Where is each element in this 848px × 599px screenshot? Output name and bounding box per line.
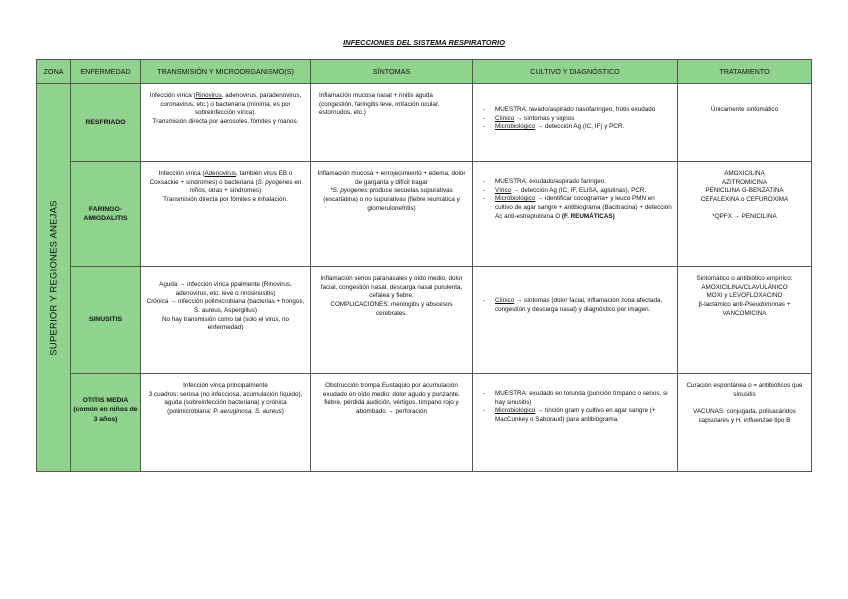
symptoms-cell: Inflamación mucosa + enrojecimiento + edema, dolor de garganta y difícil tragar *S. pyogenes produce secuelas supurativas (escarlatina) o no supurativas (fiebre reumática y glomerulonefritis) <box>311 162 473 267</box>
header-cultivo: CULTIVO Y DIAGNÓSTICO <box>473 60 678 84</box>
symptoms-cell: Obstrucción trompa Eustaquio por acumulación exudado en oído medio: dolor agudo y punzante, fiebre, pérdida audición, vértigos, tímpano rojo y abombado → perforación <box>311 374 473 472</box>
zone-cell <box>37 84 71 472</box>
diagnosis-list <box>481 178 673 221</box>
list-item: - MUESTRA: exudado en torunda (punción tímpano o senos, si hay sinusitis) <box>495 390 673 407</box>
disease-name: SINUSITIS <box>88 316 123 324</box>
header-sintomas: SÍNTOMAS <box>311 60 473 84</box>
disease-cell <box>71 84 141 162</box>
header-row <box>37 60 812 84</box>
header-transmision: TRANSMISIÓN Y MICROORGANISMO(S) <box>141 60 311 84</box>
transmission-cell: Infección vírica (Adenovirus, también virus EB o Coxsackie + síndromes) o bacteriana (S. pyogenes en niños, otras + síndromes) Transmisión directa por fómites e inhalación. <box>141 162 311 267</box>
table-row <box>37 267 812 374</box>
symptoms-cell: Inflamación mucosa nasal + rinitis aguda (congestión, faringitis leve, irritación ocular, estornudos, etc.) <box>311 84 473 162</box>
transmission-cell: Infección vírica principalmente 3 cuadros: serosa (no infecciosa, acumulación líquido), aguda (sobreinfección bacteriana) y crónica (polimicrobiana: P. aeruginosa, S. aureus) <box>141 374 311 472</box>
disease-cell <box>71 374 141 472</box>
header-enfermedad: ENFERMEDAD <box>71 60 141 84</box>
disease-name: FARINGO-AMIGDALITIS <box>83 205 128 222</box>
zone-label: SUPERIOR Y REGIONES ANEJAS <box>47 199 59 356</box>
treatment-cell: Únicamente sintomático <box>678 84 812 162</box>
diagnosis-cell <box>473 162 678 267</box>
list-item: - MUESTRA: exudado/aspirado faríngeo. <box>495 178 673 187</box>
list-item: - Microbiológico → tinción gram y cultivo en agar sangre (+ MacConkey o Saboraud) para antibiograma. <box>495 407 673 424</box>
treatment-cell: Sintomático o antibiótico empírico: AMOXICILINA/CLAVULÁNICO MOXI y LEVOFLOXACINO β-lactámico anti-Pseudomonas + VANCOMICINA <box>678 267 812 374</box>
header-zona: ZONA <box>37 60 71 84</box>
list-item: - Microbiológico → detección Ag (IC, IF) y PCR. <box>495 123 673 132</box>
table-row <box>37 374 812 472</box>
transmission-cell: Aguda → infección vírica ppalmente (Rinovirus, adenovirus, etc. leve o rinosinusitis) Crónica → infección polimicrobiana (bacterias + hongos, S. aureus, Aspergillus) No hay transmisión como tal (solo el virus, no enfermedad) <box>141 267 311 374</box>
diagnosis-list <box>481 106 673 132</box>
infections-table <box>36 59 812 472</box>
symptoms-cell: Inflamación senos paranasales y oído medio, dolor facial, congestión nasal, descarga nasal purulenta, cefalea y fiebre. COMPLICACIONES: meningitis y abscesos cerebrales. <box>311 267 473 374</box>
diagnosis-cell <box>473 84 678 162</box>
diagnosis-cell <box>473 374 678 472</box>
disease-name: RESFRIADO <box>85 118 126 126</box>
diagnosis-cell <box>473 267 678 374</box>
document-title: INFECCIONES DEL SISTEMA RESPIRATORIO <box>343 38 505 47</box>
list-item: - Clínico → síntomas (dolor facial, inflamación zona afectada, congestión y descarga nasal) y diagnóstico por imagen. <box>495 297 673 314</box>
disease-cell <box>71 162 141 267</box>
list-item: - Microbiológico → identificar cocograma+ y leuco PMN en cultivo de agar sangre + antibiograma (Bacitracina) + detección Ac anti-estreptolisina O (F. REUMÁTICAS) <box>495 195 673 221</box>
list-item: - Clínico → síntomas y signos <box>495 115 673 124</box>
table-row <box>37 162 812 267</box>
transmission-cell: Infección vírica (Rinovirus, adenovirus, paradenovirus, coronavirus, etc.) o bacteriana (mínima, es por sobreinfección vírica). Transmisión directa por aerosoles, fómites y manos. <box>141 84 311 162</box>
diagnosis-list <box>481 297 673 314</box>
table-row <box>37 84 812 162</box>
disease-name: OTITIS MEDIA <box>82 397 129 404</box>
disease-subtitle: (común en niños de 3 años) <box>73 406 138 423</box>
diagnosis-list <box>481 390 673 425</box>
disease-cell <box>71 267 141 374</box>
treatment-cell: AMOXICILINA AZITROMICINA PENICILINA G-BENZATINA CEFALEXINA o CEFUROXIMA *QPFX → PENICILINA <box>678 162 812 267</box>
header-tratamiento: TRATAMIENTO <box>678 60 812 84</box>
list-item: - Vírico → detección Ag (IC, IF, ELISA, aglutinas), PCR. <box>495 187 673 196</box>
list-item: - MUESTRA: lavado/aspirado nasofaríngeo, frotis exudado <box>495 106 673 115</box>
treatment-cell: Curación espontánea o = antibióticos que sinusitis VACUNAS: conjugada, polisacáridos capsulares y H. influenzae tipo B <box>678 374 812 472</box>
